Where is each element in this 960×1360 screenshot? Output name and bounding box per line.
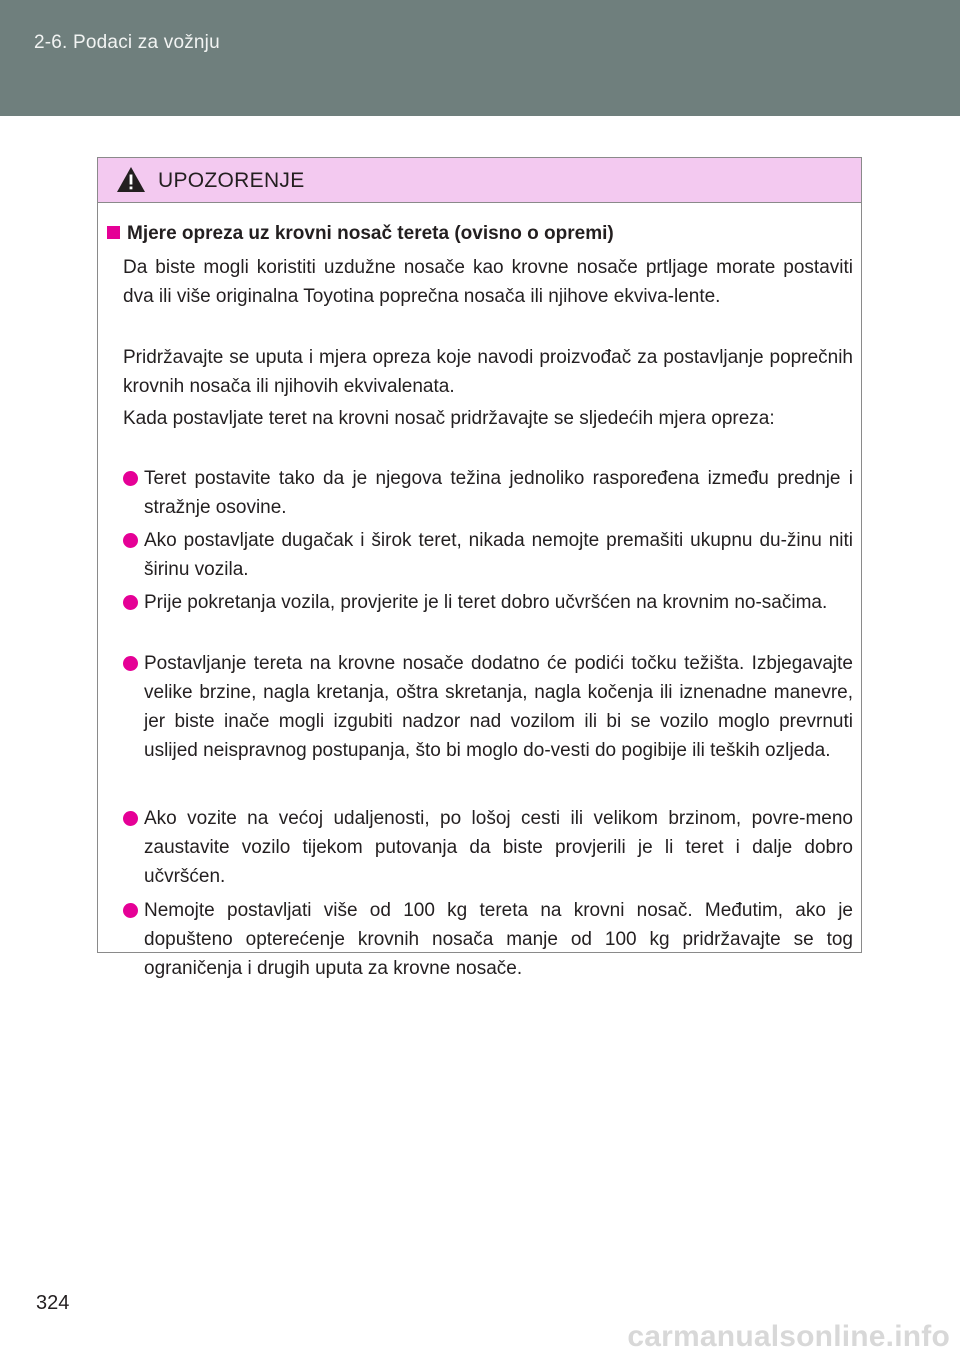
circle-bullet-icon bbox=[123, 471, 138, 486]
list-item-text: Prije pokretanja vozila, provjerite je li teret dobro učvršćen na krovnim no-sačima. bbox=[144, 592, 828, 613]
subheading-text: Mjere opreza uz krovni nosač tereta (ovisno o opremi) bbox=[127, 223, 614, 244]
warning-subheading bbox=[107, 223, 614, 245]
paragraph: Kada postavljate teret na krovni nosač pridržavajte se sljedećih mjera opreza: bbox=[123, 408, 775, 429]
header-bar bbox=[0, 0, 960, 116]
paragraph: Pridržavajte se uputa i mjera opreza koje navodi proizvođač za postavljanje poprečnih krovnih nosača ili njihovih ekvivalenata. bbox=[123, 347, 853, 397]
list-item bbox=[123, 896, 853, 983]
circle-bullet-icon bbox=[123, 656, 138, 671]
section-title: 2-6. Podaci za vožnju bbox=[34, 32, 220, 53]
circle-bullet-icon bbox=[123, 533, 138, 548]
list-item-text: Teret postavite tako da je njegova težina jednoliko raspoređena između prednje i stražnje osovine. bbox=[144, 468, 853, 518]
list-item bbox=[123, 464, 853, 522]
list-item-text: Ako vozite na većoj udaljenosti, po lošoj cesti ili velikom brzinom, povre-meno zaustavite vozilo tijekom putovanja da biste provjerili je li teret i dalje dobro učvršćen. bbox=[144, 808, 853, 887]
page-number: 324 bbox=[36, 1292, 70, 1314]
warning-box bbox=[97, 157, 862, 979]
square-bullet-icon bbox=[107, 226, 120, 239]
list-item bbox=[123, 526, 853, 584]
circle-bullet-icon bbox=[123, 903, 138, 918]
circle-bullet-icon bbox=[123, 595, 138, 610]
list-item-text: Nemojte postavljati više od 100 kg tereta na krovni nosač. Međutim, ako je dopušteno opterećenje krovnih nosača manje od 100 kg pridržavajte se tog ograničenja i drugih uputa za krovne nosače. bbox=[144, 900, 853, 979]
paragraph: Da biste mogli koristiti uzdužne nosače kao krovne nosače prtljage morate postaviti dva ili više originalna Toyotina poprečna nosača ili njihove ekviva-lente. bbox=[123, 257, 853, 307]
watermark[interactable]: carmanualsonline.info bbox=[627, 1320, 950, 1353]
list-item bbox=[123, 588, 853, 617]
warning-triangle-icon bbox=[116, 166, 146, 193]
warning-title: UPOZORENJE bbox=[158, 169, 305, 192]
list-item-text: Ako postavljate dugačak i širok teret, nikada nemojte premašiti ukupnu du-žinu niti širinu vozila. bbox=[144, 530, 853, 580]
list-item bbox=[123, 804, 853, 891]
list-item bbox=[123, 649, 853, 765]
list-item-text: Postavljanje tereta na krovne nosače dodatno će podići točku težišta. Izbjegavajte velike brzine, nagla kretanja, oštra skretanja, nagla kočenja ili iznenadne manevre, jer biste inače mogli izgubiti nadzor nad vozilom ili bi se vozilo moglo prevrnuti uslijed neispravnog postupanja, što bi moglo do-vesti do pogibije ili teških ozljeda. bbox=[144, 653, 853, 761]
warning-header bbox=[98, 158, 861, 203]
circle-bullet-icon bbox=[123, 811, 138, 826]
